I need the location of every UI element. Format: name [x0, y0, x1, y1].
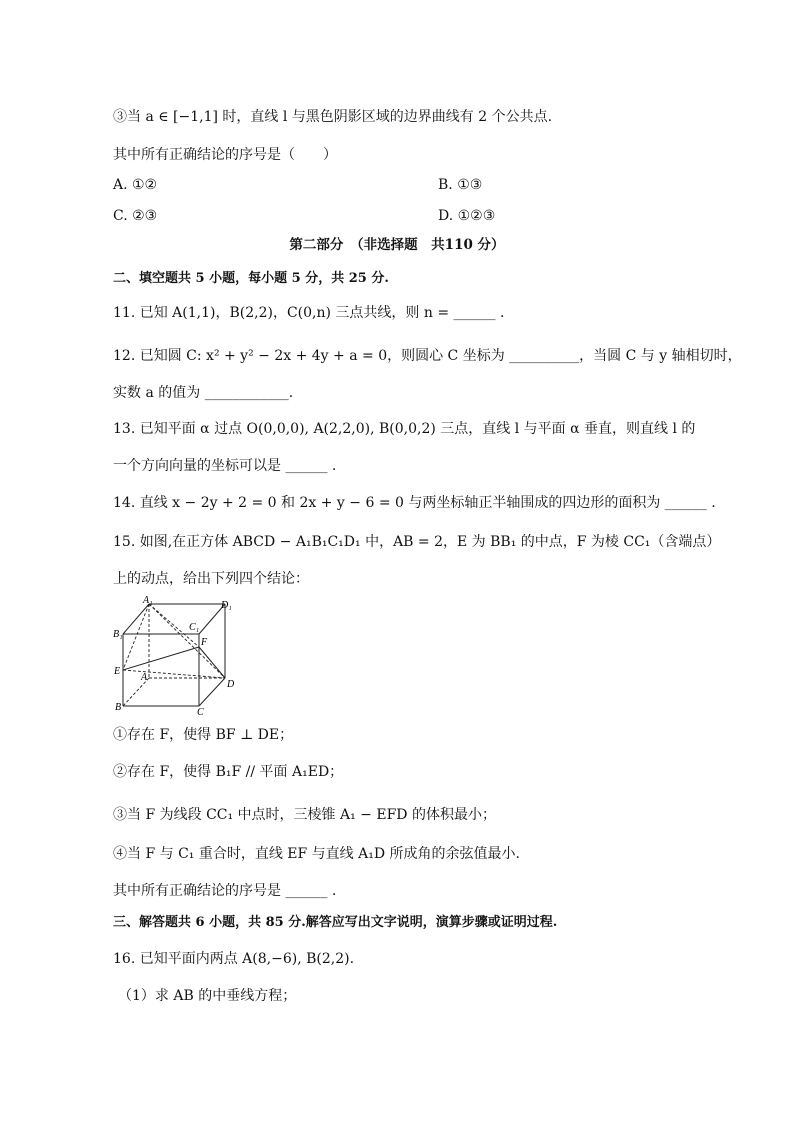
question-15-statement-1: ①存在 F，使得 BF ⊥ DE； [113, 727, 294, 743]
question-15-statement-4: ④当 F 与 C₁ 重合时，直线 EF 与直线 A₁D 所成角的余弦值最小. [113, 846, 520, 862]
q10-option-b: B. ①③ [438, 177, 483, 193]
question-12-line2: 实数 a 的值为 ____________. [113, 385, 294, 401]
part2-title: 第二部分 （非选择题 共110 分） [289, 237, 505, 253]
label-e: E [114, 666, 121, 677]
q10-option-c: C. ②③ [113, 208, 158, 224]
question-12-line1: 12. 已知圆 C: x² + y² − 2x + 4y + a = 0，则圆心 C 坐标为 __________，当圆 C 与 y 轴相切时， [113, 348, 742, 364]
q10-option-d: D. ①②③ [438, 208, 496, 224]
segment-e-f [123, 647, 199, 670]
label-f: F [201, 637, 208, 648]
segment-e-d [123, 670, 225, 678]
question-16: 16. 已知平面内两点 A(8,−6), B(2,2). [113, 951, 355, 967]
question-13-line1: 13. 已知平面 α 过点 O(0,0,0), A(2,2,0), B(0,0,2) 三点，直线 l 与平面 α 垂直，则直线 l 的 [113, 421, 696, 437]
label-b: B [115, 702, 122, 713]
question-16-part1: （1）求 AB 的中垂线方程； [118, 988, 297, 1004]
question-15-line1: 15. 如图,在正方体 ABCD − A₁B₁C₁D₁ 中，AB = 2，E 为 BB₁ 的中点，F 为棱 CC₁（含端点） [113, 534, 721, 550]
question-13-line2: 一个方向向量的坐标可以是 ______ . [113, 458, 337, 474]
segment-f-d [199, 647, 225, 678]
segment-a1-d [149, 604, 225, 678]
label-b1: B₁ [113, 629, 123, 640]
question-15-prompt: 其中所有正确结论的序号是 ______ . [113, 883, 337, 899]
label-a1: A₁ [143, 596, 153, 606]
segment-a1-e [123, 604, 149, 670]
q10-option-a: A. ①② [113, 177, 158, 193]
question-15-statement-2: ②存在 F，使得 B₁F // 平面 A₁ED； [113, 764, 344, 780]
q10-statement-3: ③当 a ∈ [−1,1] 时，直线 l 与黑色阴影区域的边界曲线有 2 个公共点. [113, 109, 553, 125]
label-a: A [141, 672, 148, 683]
q10-prompt: 其中所有正确结论的序号是（ ） [113, 147, 337, 163]
label-c: C [197, 707, 204, 716]
edge-a1-b1 [123, 604, 149, 634]
question-15-line2: 上的动点，给出下列四个结论： [113, 571, 309, 587]
question-15-statement-3: ③当 F 为线段 CC₁ 中点时，三棱锥 A₁ − EFD 的体积最小； [113, 807, 496, 823]
cube-figure [110, 596, 240, 716]
edge-c-d [199, 678, 225, 706]
label-d1: D₁ [221, 600, 232, 611]
section3-heading: 三、解答题共 6 小题，共 85 分.解答应写出文字说明，演算步骤或证明过程. [113, 915, 558, 930]
question-11: 11. 已知 A(1,1)，B(2,2)，C(0,n) 三点共线，则 n = ______ . [113, 305, 505, 321]
label-d: D [227, 679, 235, 690]
question-14: 14. 直线 x − 2y + 2 = 0 和 2x + y − 6 = 0 与两坐标轴正半轴围成的四边形的面积为 ______ . [113, 495, 716, 511]
label-c1: C₁ [189, 622, 200, 633]
section2-heading: 二、填空题共 5 小题，每小题 5 分，共 25 分. [113, 271, 389, 286]
